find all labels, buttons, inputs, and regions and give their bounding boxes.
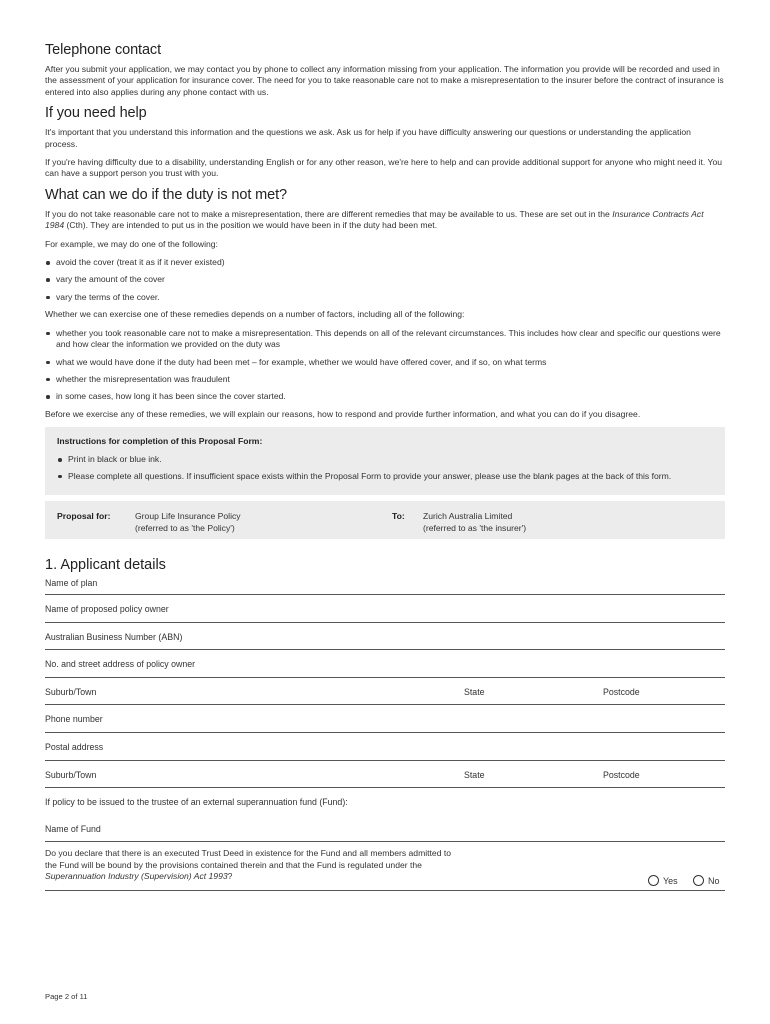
factors-list xyxy=(45,328,725,403)
list-item: vary the amount of the cover xyxy=(45,274,725,285)
instructions-title: Instructions for completion of this Proposal Form: xyxy=(57,436,263,447)
list-item: whether the misrepresentation was fraudulent xyxy=(45,374,725,385)
help-paragraph-1: It's important that you understand this information and the questions we ask. Ask us for help if you have difficulty answering our questions or understanding the application process. xyxy=(45,127,691,149)
postal-suburb-state-postcode-row[interactable] xyxy=(45,761,725,789)
list-item: Please complete all questions. If insufficient space exists within the Proposal Form to provide your answer, please use the blank pages at the back of this form. xyxy=(57,471,713,482)
list-item: in some cases, how long it has been since the cover started. xyxy=(45,391,725,402)
field-label: Name of proposed policy owner xyxy=(45,603,169,614)
list-item: Print in black or blue ink. xyxy=(57,454,713,465)
trustee-note xyxy=(45,788,725,815)
fund-name-field[interactable] xyxy=(45,815,725,843)
suburb-state-postcode-row[interactable] xyxy=(45,678,725,706)
trustee-note-text: If policy to be issued to the trustee of an external superannuation fund (Fund): xyxy=(45,797,348,808)
street-address-field[interactable] xyxy=(45,650,725,678)
list-item: whether you took reasonable care not to make a misrepresentation. This depends on all of the relevant circumstances. This includes how clear and specific our questions were and how clear the information we provided on the duty was xyxy=(45,328,725,351)
radio-circle-icon[interactable] xyxy=(693,875,704,886)
yes-radio[interactable]: Yes xyxy=(648,875,678,886)
duty-paragraph-2: For example, we may do one of the following: xyxy=(45,238,218,249)
help-section xyxy=(45,105,725,180)
proposal-box xyxy=(45,501,725,539)
duty-heading: What can we do if the duty is not met? xyxy=(45,186,288,203)
radio-circle-icon[interactable] xyxy=(648,875,659,886)
list-item: vary the terms of the cover. xyxy=(45,292,725,303)
document-page xyxy=(45,42,725,891)
suburb-label: Suburb/Town xyxy=(45,769,97,780)
telephone-heading: Telephone contact xyxy=(45,42,161,58)
field-label: No. and street address of policy owner xyxy=(45,659,196,670)
duty-paragraph-4: Before we exercise any of these remedies, we will explain our reasons, how to respond and provide further information, and what you can do if you disagree. xyxy=(45,408,641,419)
duty-section xyxy=(45,187,725,420)
field-label: Name of Fund xyxy=(45,823,101,834)
proposal-for-label: Proposal for: xyxy=(57,510,111,521)
page-number: Page 2 of 11 xyxy=(45,992,88,1001)
instructions-list xyxy=(57,454,713,482)
applicant-form xyxy=(45,575,725,891)
list-item: avoid the cover (treat it as if it never existed) xyxy=(45,257,725,268)
postcode-label: Postcode xyxy=(603,769,640,780)
telephone-section xyxy=(45,42,725,98)
proposal-to-label: To: xyxy=(392,510,405,521)
postal-address-field[interactable] xyxy=(45,733,725,761)
duty-paragraph-3: Whether we can exercise one of these remedies depends on a number of factors, including all of the following: xyxy=(45,309,465,320)
postcode-label: Postcode xyxy=(603,686,640,697)
state-label: State xyxy=(464,686,485,697)
no-radio[interactable]: No xyxy=(693,875,720,886)
list-item: what we would have done if the duty had been met – for example, whether we would have offered cover, and if so, on what terms xyxy=(45,357,725,368)
trust-deed-declaration xyxy=(45,848,725,891)
duty-paragraph-1: If you do not take reasonable care not to make a misrepresentation, there are different remedies that may be available to us. These are set out in the Insurance Contracts Act 1984 (Cth). They are intended to put us in the position we would have been in if the duty had been met. xyxy=(45,208,704,231)
telephone-body: After you submit your application, we may contact you by phone to collect any information missing from your application. The information you provide will be recorded and used in the assessment of your application for insurance cover. The need for you to take reasonable care not to make a misrepresentation to the insurer before the contract of insurance is entered into also applies during any phone contact with us. xyxy=(45,64,724,97)
proposal-for-value: Group Life Insurance Policy (referred to as 'the Policy') xyxy=(135,510,241,534)
instructions-box xyxy=(45,427,725,495)
help-paragraph-2: If you're having difficulty due to a disability, understanding English or for any other reason, we're here to help and can provide additional support for anyone who might need it. You can have a support person you trust with you. xyxy=(45,157,723,179)
abn-field[interactable] xyxy=(45,623,725,651)
field-label: Phone number xyxy=(45,714,103,725)
proposal-to-value: Zurich Australia Limited (referred to as 'the insurer') xyxy=(423,510,527,534)
remedies-list xyxy=(45,257,725,303)
field-label: Name of plan xyxy=(45,577,98,588)
state-label: State xyxy=(464,769,485,780)
help-heading: If you need help xyxy=(45,105,147,122)
applicant-heading: 1. Applicant details xyxy=(45,556,166,573)
field-label: Postal address xyxy=(45,741,104,752)
phone-number-field[interactable] xyxy=(45,705,725,733)
declaration-text: Do you declare that there is an executed Trust Deed in existence for the Fund and all members admitted to the Fund will be bound by the provisions contained therein and that the Fund is regulated under the Superannuation Industry (Supervision) Act 1993? xyxy=(45,848,452,882)
policy-owner-field[interactable] xyxy=(45,595,725,623)
suburb-label: Suburb/Town xyxy=(45,686,97,697)
field-label: Australian Business Number (ABN) xyxy=(45,631,183,642)
name-of-plan-field[interactable] xyxy=(45,575,725,595)
